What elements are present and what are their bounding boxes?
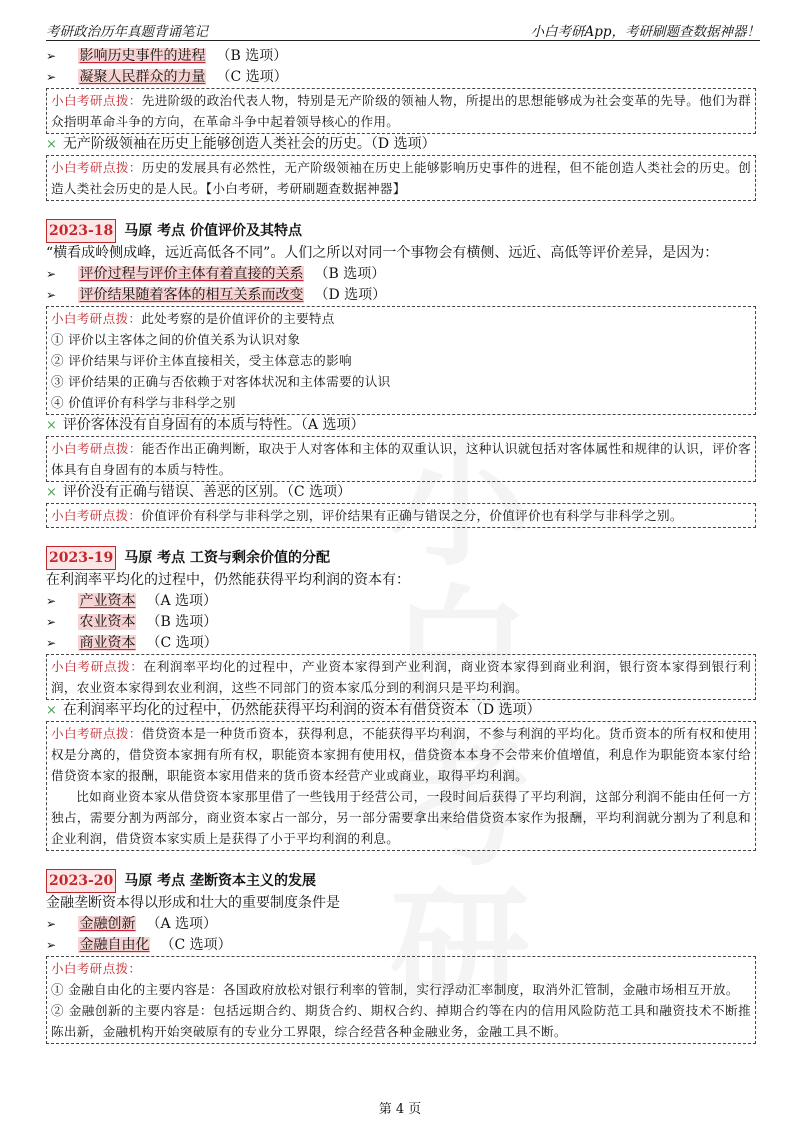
list-item: ② 评价结果与评价主体直接相关，受主体意志的影响 (51, 353, 352, 368)
section-heading: 2023-18 马原 考点 价值评价及其特点 (46, 219, 756, 243)
question-code: 2023-19 (46, 546, 116, 570)
wrong-option: × 无产阶级领袖在历史上能够创造人类社会的历史。（D 选项） (46, 136, 436, 152)
tip-box: 小白考研点拨：在利润率平均化的过程中，产业资本家得到产业利润，商业资本家得到商业利润，银行资本家得到银行利润，农业资本家得到农业利润，这些不同部门的资本家瓜分到的利润只是平均利润。 (46, 654, 756, 700)
tip-box: 小白考研点拨：价值评价有科学与非科学之别，评价结果有正确与错误之分，价值评价也有科学与非科学之别。 (46, 503, 756, 528)
section-heading: 2023-19 马原 考点 工资与剩余价值的分配 (46, 546, 756, 570)
tip-box: 小白考研点拨：能否作出正确判断，取决于人对客体和主体的双重认识，这种认识就包括对客体属性和规律的认识，评价客体具有自身固有的本质与特性。 (46, 436, 756, 482)
question-text: 在利润率平均化的过程中，仍然能获得平均利润的资本有： (46, 572, 410, 588)
answer-bullet: ➢ 商业资本 （C 选项） (46, 633, 756, 654)
tip-box: 小白考研点拨： ① 金融自由化的主要内容是：各国政府放松对银行利率的管制，实行浮动汇率制度，取消外汇管制，金融市场相互开放。 ② 金融创新的主要内容是：包括远期合约、期货合约、期权合约、掉期合约等在内的信用风险防范工具和融资技术不断推陈出新，金融机构开始突破原有的专业分工界限，综合经营各种金融业务，金融工具不断。 (46, 956, 756, 1044)
arrow-icon: ➢ (46, 636, 57, 650)
page-number: 第 4 页 (378, 1102, 422, 1117)
tip-box: 小白考研点拨：历史的发展具有必然性，无产阶级领袖在历史上能够影响历史事件的进程，但不能创造人类社会的历史。创造人类社会历史的是人民。【小白考研，考研刷题查数据神器】 (46, 155, 756, 201)
question-text: “横看成岭侧成峰，远近高低各不同”。人们之所以对同一个事物会有横侧、远近、高低等评价差异，是因为： (46, 245, 719, 261)
list-item: ① 金融自由化的主要内容是：各国政府放松对银行利率的管制，实行浮动汇率制度，取消外汇管制，金融市场相互开放。 (51, 982, 739, 997)
answer-bullet: ➢ 评价过程与评价主体有着直接的关系 （B 选项） (46, 264, 756, 285)
cross-icon: × (46, 485, 57, 500)
page-content (46, 46, 756, 1044)
question-text: 金融垄断资本得以形成和壮大的重要制度条件是 (46, 895, 340, 911)
cross-icon: × (46, 137, 57, 152)
header-slogan: 小白考研App，考研刷题查数据神器！ (530, 24, 760, 40)
tip-box: 小白考研点拨：此处考察的是价值评价的主要特点 ① 评价以主客体之间的价值关系为认识对象 ② 评价结果与评价主体直接相关，受主体意志的影响 ③ 评价结果的正确与否依赖于对客体状况和主体需要的认识 ④ 价值评价有科学与非科学之别 (46, 306, 756, 415)
answer-bullet: ➢ 影响历史事件的进程 （B 选项） (46, 46, 756, 67)
answer-bullet: ➢ 金融自由化 （C 选项） (46, 935, 756, 956)
list-item: ② 金融创新的主要内容是：包括远期合约、期货合约、期权合约、掉期合约等在内的信用风险防范工具和融资技术不断推陈出新，金融机构开始突破原有的专业分工界限，综合经营各种金融业务，金融工具不断。 (51, 1003, 751, 1039)
answer-bullet: ➢ 金融创新 （A 选项） (46, 914, 756, 935)
cross-icon: × (46, 418, 57, 433)
wrong-option: × 评价客体没有自身固有的本质与特性。（A 选项） (46, 417, 365, 433)
answer-bullet: ➢ 凝聚人民群众的力量 （C 选项） (46, 67, 756, 88)
list-item: ③ 评价结果的正确与否依赖于对客体状况和主体需要的认识 (51, 374, 391, 389)
wrong-option: × 在利润率平均化的过程中，仍然能获得平均利润的资本有借贷资本（D 选项） (46, 702, 541, 718)
question-code: 2023-18 (46, 219, 116, 243)
arrow-icon: ➢ (46, 288, 57, 302)
arrow-icon: ➢ (46, 70, 57, 84)
header-title: 考研政治历年真题背诵笔记 (46, 24, 208, 40)
cross-icon: × (46, 703, 57, 718)
arrow-icon: ➢ (46, 267, 57, 281)
wrong-option: × 评价没有正确与错误、善恶的区别。（C 选项） (46, 484, 352, 500)
answer-bullet: ➢ 产业资本 （A 选项） (46, 591, 756, 612)
tip-box: 小白考研点拨：先进阶级的政治代表人物，特别是无产阶级的领袖人物，所提出的思想能够成为社会变革的先导。他们为群众指明革命斗争的方向，在革命斗争中起着领导核心的作用。 (46, 88, 756, 134)
arrow-icon: ➢ (46, 917, 57, 931)
answer-bullet: ➢ 评价结果随着客体的相互关系而改变 （D 选项） (46, 285, 756, 306)
arrow-icon: ➢ (46, 594, 57, 608)
section-heading: 2023-20 马原 考点 垄断资本主义的发展 (46, 869, 756, 893)
list-item: ④ 价值评价有科学与非科学之别 (51, 395, 236, 410)
page-header (46, 14, 760, 41)
question-code: 2023-20 (46, 869, 116, 893)
answer-bullet: ➢ 农业资本 （B 选项） (46, 612, 756, 633)
list-item: ① 评价以主客体之间的价值关系为认识对象 (51, 332, 301, 347)
arrow-icon: ➢ (46, 49, 57, 63)
arrow-icon: ➢ (46, 938, 57, 952)
arrow-icon: ➢ (46, 615, 57, 629)
tip-box: 小白考研点拨：借贷资本是一种货币资本，获得利息，不能获得平均利润，不参与利润的平均化。货币资本的所有权和使用权是分离的，借贷资本家拥有所有权，职能资本家拥有使用权，借贷资本本身不会带来价值增值，利息作为职能资本家付给借贷资本家的报酬，职能资本家用借来的货币资本经营产业或商业，取得平均利润。 比如商业资本家从借贷资本家那里借了一些钱用于经营公司，一段时间后获得了平均利润，这部分利润不能由任何一方独占，需要分割为两部分，商业资本家占一部分，另一部分需要拿出来给借贷资本家作为报酬，平均利润就分割为了利息和企业利润，借贷资本家实质上是获得了小于平均利润的利息。 (46, 721, 756, 851)
